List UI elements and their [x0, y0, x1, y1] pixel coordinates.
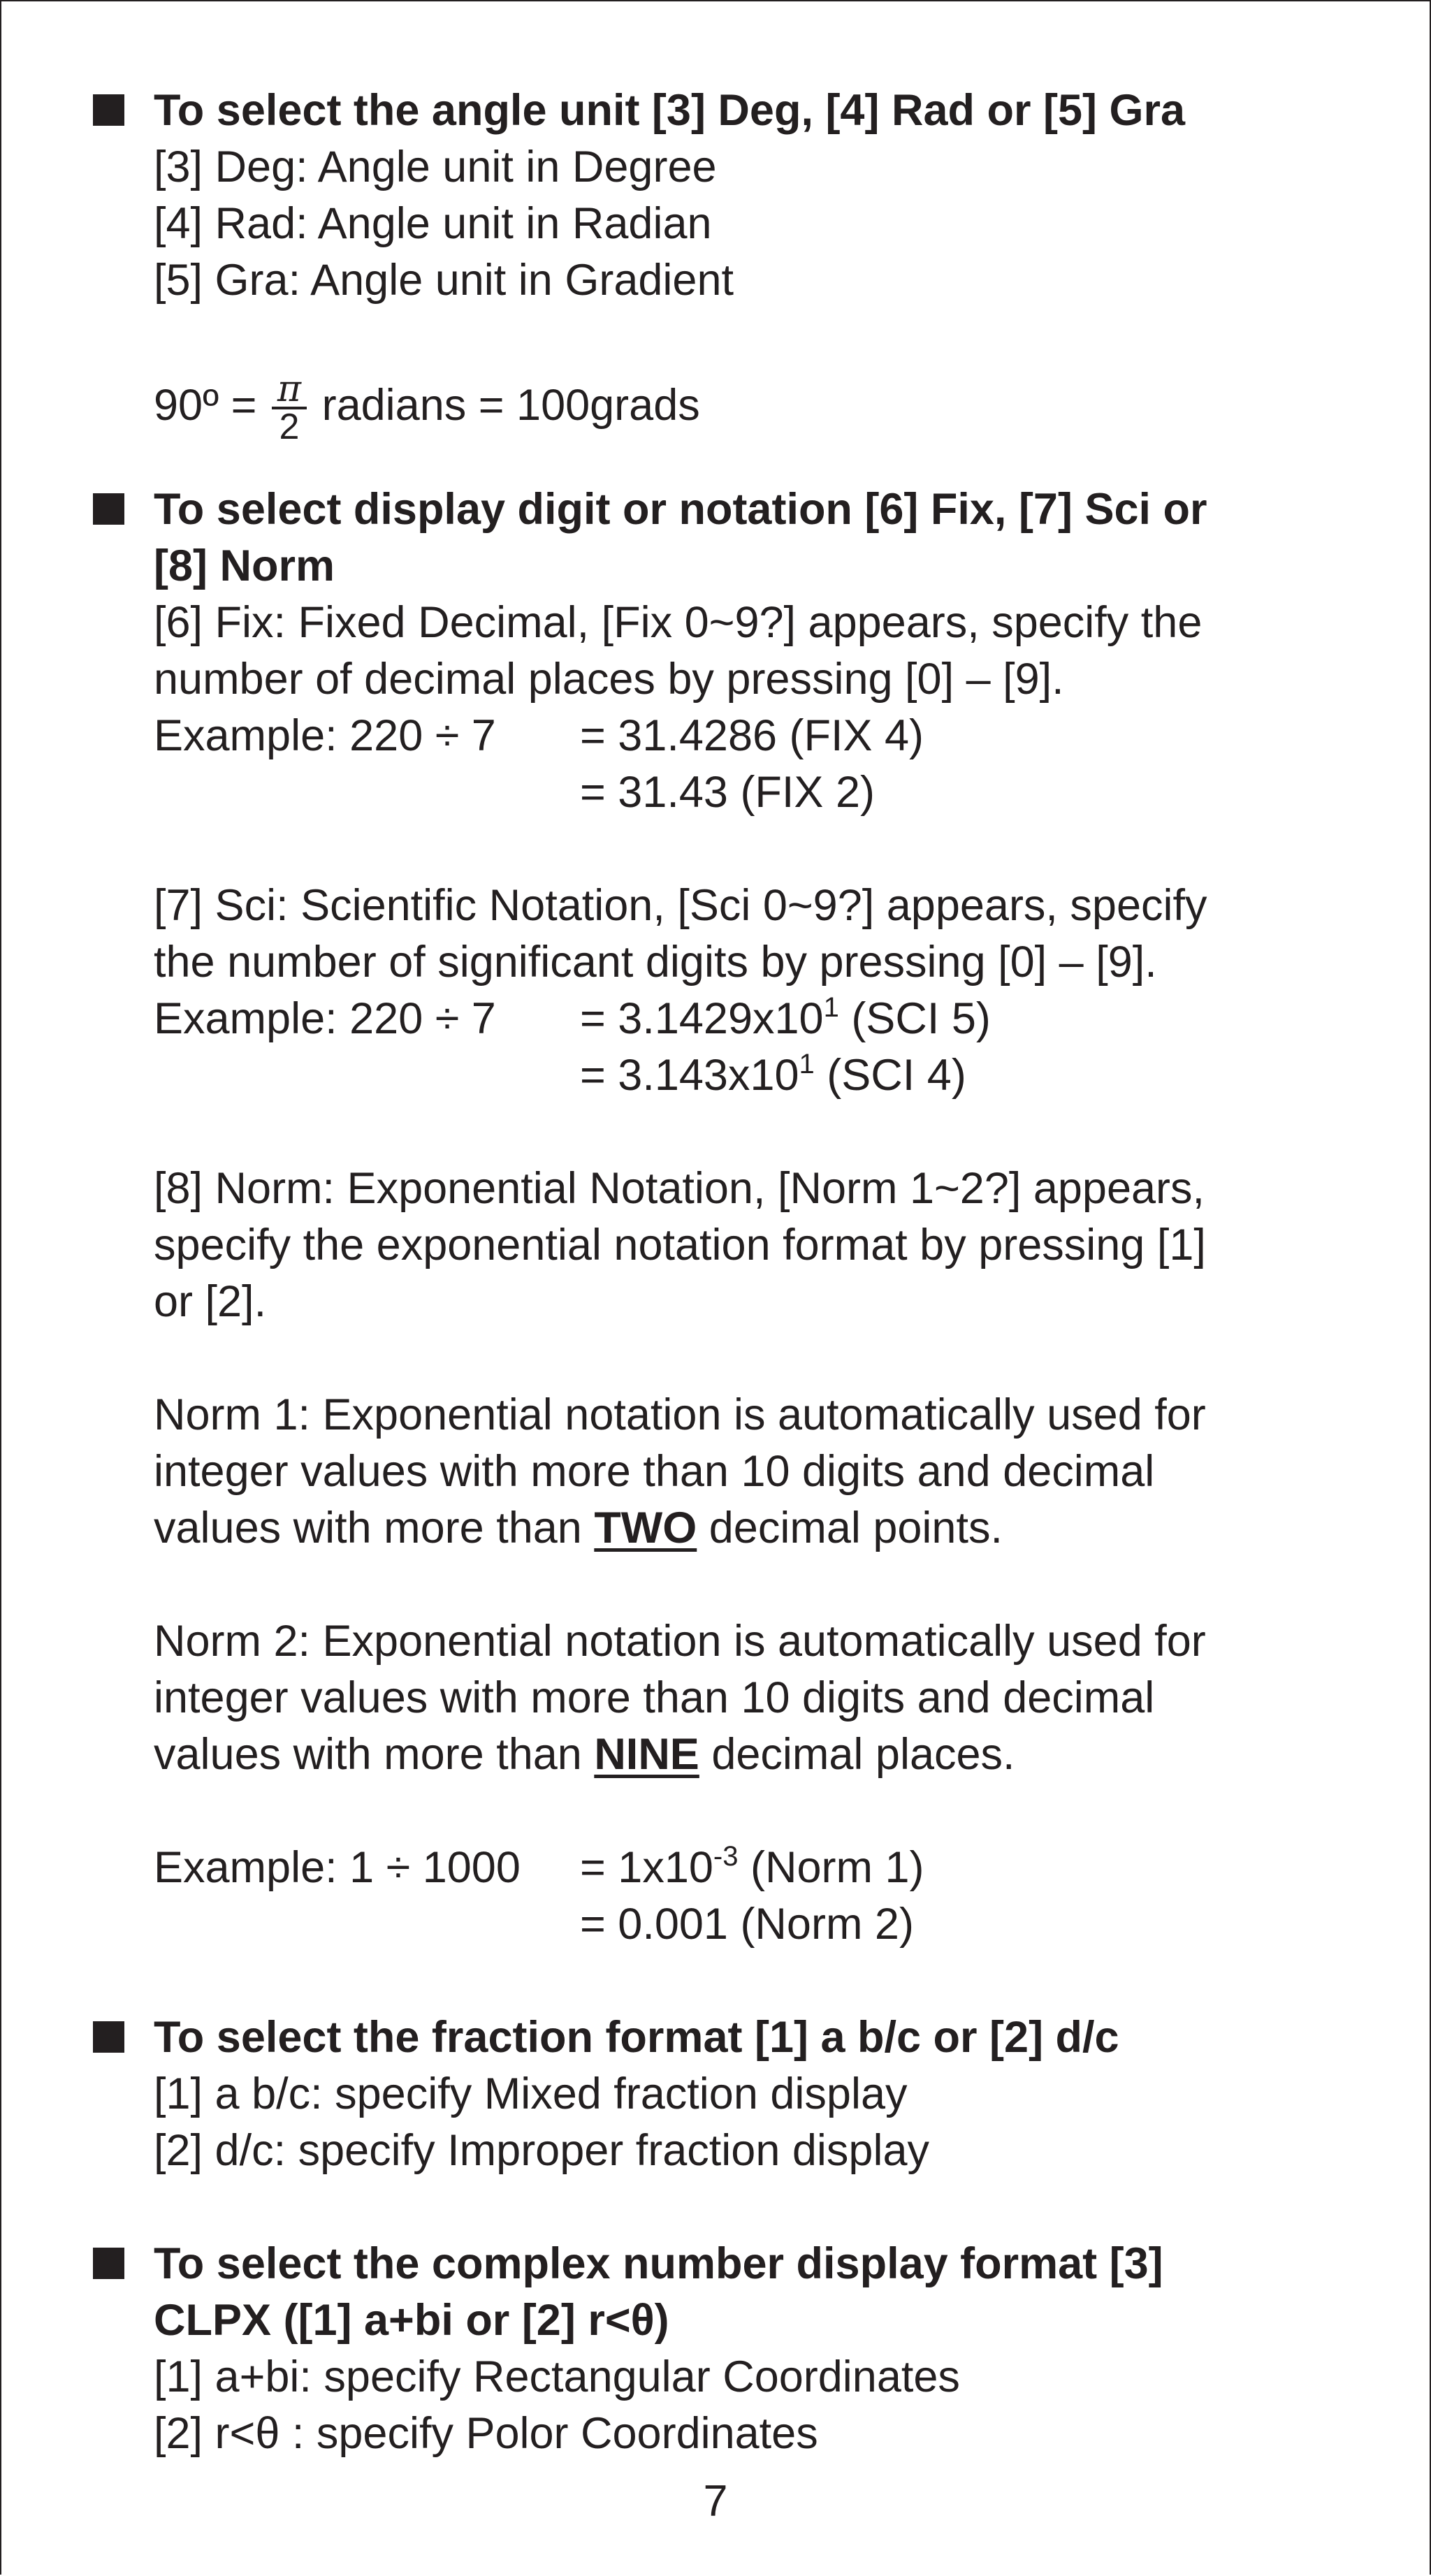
- nine-emphasis: NINE: [594, 1730, 699, 1779]
- display-notation-heading: To select display digit or notation [6] Fix, [7] Sci or: [154, 481, 1342, 538]
- angle-unit-heading: To select the angle unit [3] Deg, [4] Rad or [5] Gra: [154, 82, 1342, 139]
- fix-example-result-2: = 31.43 (FIX 2): [580, 768, 875, 817]
- improper-fraction-line: [2] d/c: specify Improper fraction display: [154, 2126, 929, 2175]
- fix-example: Example: 220 ÷ 7 = 31.4286 (FIX 4): [154, 711, 924, 760]
- norm-description-3: or [2].: [154, 1277, 267, 1326]
- bullet-square-icon: [93, 2021, 124, 2053]
- norm-example: Example: 1 ÷ 1000 = $1x10^{-3}$ (Norm 1): [154, 1841, 924, 1892]
- deg-line: [3] Deg: Angle unit in Degree: [154, 143, 717, 191]
- two-emphasis: TWO: [594, 1504, 697, 1552]
- sci-description-2: the number of significant digits by pressing [0] – [9].: [154, 938, 1157, 987]
- pi-over-two-fraction: $\frac{\pi}{2}$: [272, 372, 307, 444]
- complex-format-heading: To select the complex number display format [3]: [154, 2236, 1342, 2292]
- norm1-description-3: values with more than TWO decimal points.: [154, 1504, 1003, 1552]
- norm-description-2: specify the exponential notation format by pressing [1]: [154, 1221, 1206, 1269]
- rectangular-line: [1] a+bi: specify Rectangular Coordinates: [154, 2352, 960, 2401]
- norm2-description-3: values with more than NINE decimal places.: [154, 1730, 1015, 1779]
- polar-line: [2] r<θ : specify Polor Coordinates: [154, 2409, 818, 2458]
- angle-conversion-formula: 90º = $\frac{\pi}{2}$ radians = 100grads: [154, 368, 700, 448]
- gra-line: [5] Gra: Angle unit in Gradient: [154, 256, 734, 305]
- fix-description-2: number of decimal places by pressing [0] – [9].: [154, 655, 1064, 704]
- norm-example-result-2: = 0.001 (Norm 2): [580, 1900, 914, 1949]
- bullet-square-icon: [93, 94, 124, 126]
- complex-format-heading-cont: CLPX ([1] a+bi or [2] r<θ): [154, 2296, 669, 2345]
- page-content: [154, 82, 1342, 2462]
- bullet-square-icon: [93, 493, 124, 525]
- sci-example-result-2: = $3.143x10^1$ (SCI 4): [580, 1049, 966, 1100]
- norm-description-1: [8] Norm: Exponential Notation, [Norm 1~2?] appears,: [154, 1164, 1205, 1213]
- bullet-square-icon: [93, 2248, 124, 2279]
- sci-example: Example: 220 ÷ 7 = $3.1429x10^1$ (SCI 5): [154, 992, 991, 1043]
- norm1-description-2: integer values with more than 10 digits and decimal: [154, 1447, 1155, 1496]
- fix-description-1: [6] Fix: Fixed Decimal, [Fix 0~9?] appears, specify the: [154, 598, 1203, 647]
- rad-line: [4] Rad: Angle unit in Radian: [154, 199, 712, 248]
- display-notation-heading-cont: [8] Norm: [154, 541, 335, 590]
- norm2-description-2: integer values with more than 10 digits and decimal: [154, 1673, 1155, 1722]
- mixed-fraction-line: [1] a b/c: specify Mixed fraction display: [154, 2069, 908, 2118]
- norm1-description-1: Norm 1: Exponential notation is automatically used for: [154, 1390, 1206, 1439]
- norm2-description-1: Norm 2: Exponential notation is automatically used for: [154, 1617, 1206, 1666]
- page-number: 7: [703, 2477, 728, 2526]
- sci-description-1: [7] Sci: Scientific Notation, [Sci 0~9?] appears, specify: [154, 881, 1207, 930]
- fraction-format-heading: To select the fraction format [1] a b/c or [2] d/c: [154, 2009, 1342, 2066]
